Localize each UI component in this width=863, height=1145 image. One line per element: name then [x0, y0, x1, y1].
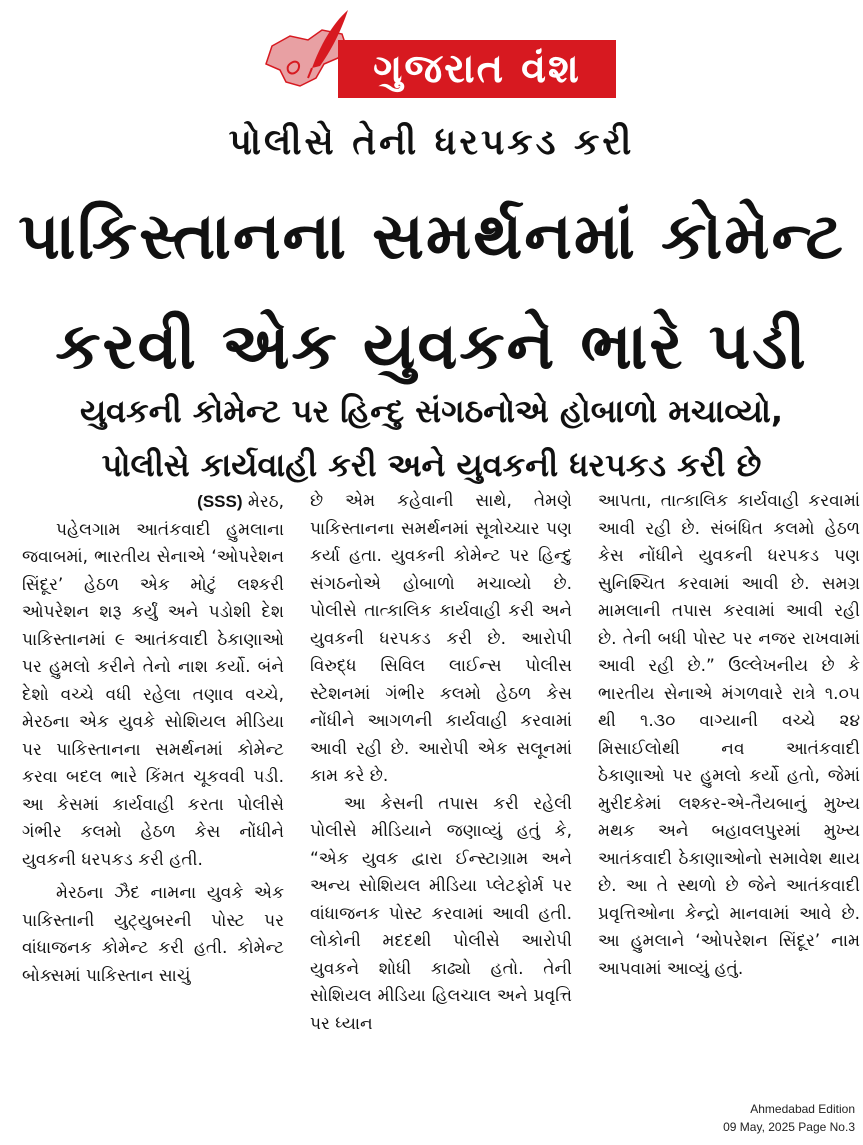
article-column-3	[598, 488, 860, 1070]
paragraph: આપતા, તાત્કાલિક કાર્યવાહી કરવામાં આવી રહી છે. સંબંધિત કલમો હેઠળ કેસ નોંધીને યુવકની ધરપકડ પણ સુનિશ્ચિત કરવામાં આવી છે. સમગ્ર મામલાની તપાસ કરવામાં આવી રહી છે. તેની બધી પોસ્ટ પર નજર રાખવામાં આવી રહી છે.” ઉલ્લેખનીય છે કે ભારતીય સેનાએ મંગળવારે રાત્રે ૧.૦૫ થી ૧.૩૦ વાગ્યાની વચ્ચે ૨૪ મિસાઈલોથી નવ આતંકવાદી ઠેકાણાઓ પર હુમલો કર્યો હતો, જેમાં મુરીદકેમાં લશ્કર-એ-તૈયબાનું મુખ્ય મથક અને બહાવલપુરમાં મુખ્ય આતંકવાદી ઠેકાણાઓનો સમાવેશ થાય છે. આ તે સ્થળો છે જેને આતંકવાદી પ્રવૃત્તિઓના કેન્દ્રો માનવામાં આવે છે. આ હુમલાને ‘ઓપરેશન સિંદૂર’ નામ આપવામાં આવ્યું હતું.	[598, 491, 860, 979]
article-body	[22, 488, 860, 1070]
article-column-1	[22, 488, 284, 1070]
headline-line: પાકિસ્તાનના સમર્થનમાં કોમેન્ટ	[18, 200, 845, 274]
paragraph: આ કેસની તપાસ કરી રહેલી પોલીસે મીડિયાને જણાવ્યું હતું કે, “એક યુવક દ્વારા ઈન્સ્ટાગ્રામ અને અન્ય સોશિયલ મીડિયા પ્લેટફોર્મ પર વાંધાજનક પોસ્ટ કરવામાં આવી હતી. લોકોની મદદથી પોલીસે આરોપી યુવકને શોધી કાઢ્યો હતો. તેની સોશિયલ મીડિયા હિલચાલ અને પ્રવૃત્તિ પર ધ્યાન	[310, 793, 572, 1034]
article-kicker: પોલીસે તેની ધરપકડ કરી	[228, 122, 635, 163]
edition-name: Ahmedabad Edition	[750, 1102, 855, 1116]
subheadline-line: યુવકની કોમેન્ટ પર હિન્દુ સંગઠનોએ હોબાળો મચાવ્યો,	[79, 392, 784, 430]
paragraph: મેરઠના ઝૈદ નામના યુવકે એક પાકિસ્તાની યુટ્યુબરની પોસ્ટ પર વાંધાજનક કોમેન્ટ કરી હતી. કોમેન્ટ બોક્સમાં પાકિસ્તાન સાચું	[22, 883, 284, 986]
headline-line: કરવી એક યુવકને ભારે પડી	[55, 310, 808, 384]
edition-info	[723, 1100, 855, 1136]
article-headline	[10, 182, 853, 402]
subheadline-line: પોલીસે કાર્યવાહી કરી અને યુવકની ધરપકડ કરી છે	[101, 446, 762, 484]
paragraph: પહેલગામ આતંકવાદી હુમલાના જવાબમાં, ભારતીય સેનાએ ‘ઓપરેશન સિંદૂર’ હેઠળ એક મોટું લશ્કરી ઓપરેશન શરૂ કર્યું અને પડોશી દેશ પાકિસ્તાનમાં ૯ આતંકવાદી ઠેકાણાઓ પર હુમલો કરીને તેનો નાશ કર્યો. બંને દેશો વચ્ચે વધી રહેલા તણાવ વચ્ચે, મેરઠના એક યુવકે સોશિયલ મીડિયા પર પાકિસ્તાનના સમર્થનમાં કોમેન્ટ કરવા બદલ ભારે કિંમત ચૂકવવી પડી. આ કેસમાં કાર્યવાહી કરતા પોલીસે ગંભીર કલમો હેઠળ કેસ નોંધીને યુવકની ધરપકડ કરી હતી.	[22, 519, 284, 870]
masthead	[250, 6, 620, 102]
edition-date-page: 09 May, 2025 Page No.3	[723, 1120, 855, 1134]
paragraph: છે એમ કહેવાની સાથે, તેમણે પાકિસ્તાનના સમર્થનમાં સૂત્રોચ્ચાર પણ કર્યા હતા. યુવકની કોમેન્ટ પર હિન્દુ સંગઠનોએ હોબાળો મચાવ્યો છે. પોલીસે તાત્કાલિક કાર્યવાહી કરી અને યુવકની ધરપકડ કરી છે. આરોપી વિરુદ્ધ સિવિલ લાઈન્સ પોલીસ સ્ટેશનમાં ગંભીર કલમો હેઠળ કેસ નોંધીને આગળની કાર્યવાહી કરવામાં આવી રહી છે. આરોપી એક સલૂનમાં કામ કરે છે.	[310, 491, 572, 786]
article-column-2	[310, 488, 572, 1070]
dateline	[22, 488, 284, 517]
dateline-place: મેરઠ,	[242, 492, 284, 512]
article-subheadline	[10, 384, 853, 492]
newspaper-logo: ગુજરાત વંશ	[338, 40, 616, 98]
dateline-agency: (SSS)	[197, 492, 243, 511]
